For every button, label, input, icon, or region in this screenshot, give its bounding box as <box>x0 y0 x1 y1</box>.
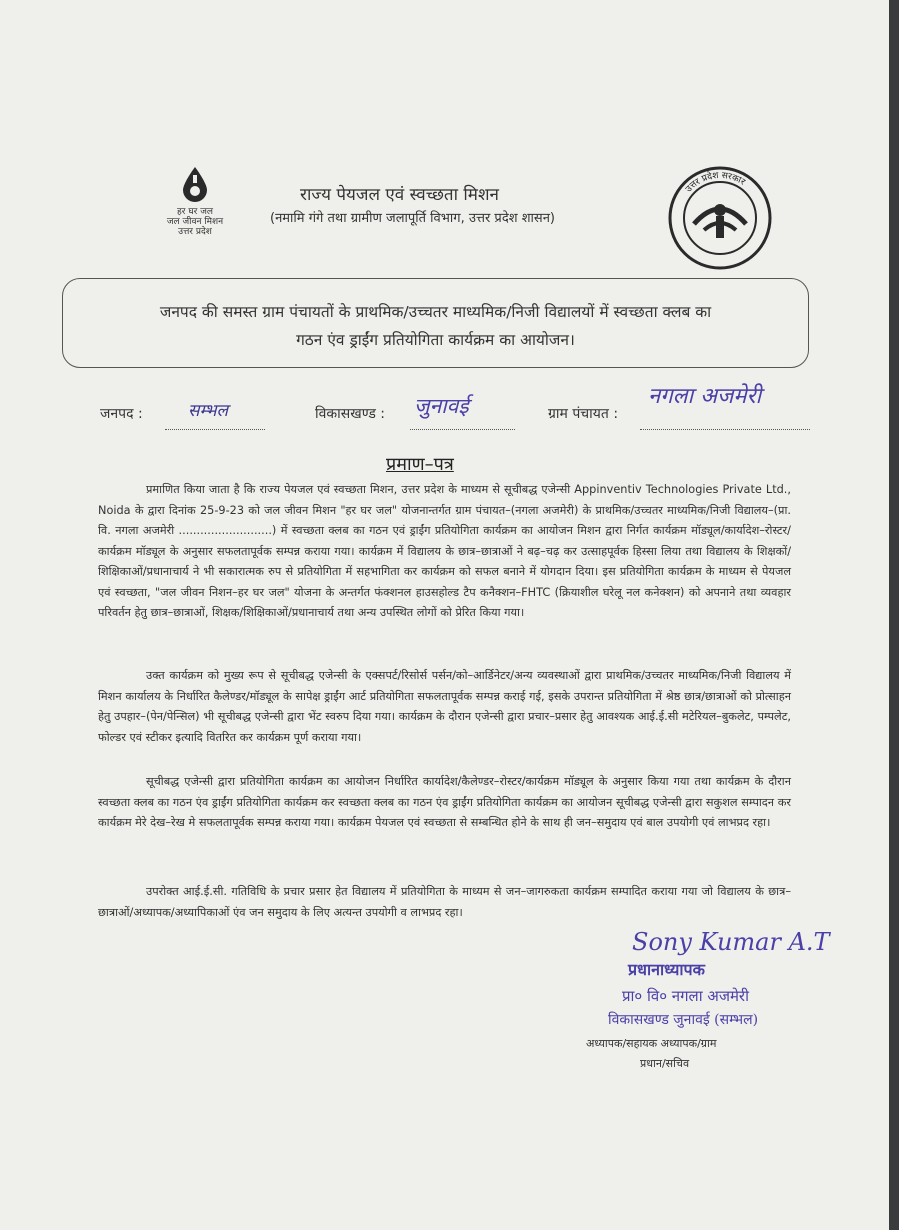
gram-panchayat-value: नगला अजमेरी <box>648 384 762 409</box>
vikaskhand-value: जुनावई <box>414 394 469 418</box>
banner-box <box>62 278 809 368</box>
mission-title: राज्य पेयजल एवं स्वच्छता मिशन <box>300 185 499 205</box>
vikaskhand-label: विकासखण्ड : <box>315 406 386 422</box>
mission-subtitle: (नमामि गंगे तथा ग्रामीण जलापूर्ति विभाग, उत्तर प्रदेश शासन) <box>270 211 555 226</box>
gram-panchayat-underline <box>640 429 810 430</box>
stamp-line-1: प्रधानाध्यापक <box>628 960 705 979</box>
stamp-line-2: प्रा० वि० नगला अजमेरी <box>622 987 749 1005</box>
stamp-line-3: विकासखण्ड जुनावई (सम्भल) <box>608 1012 759 1028</box>
paragraph-3: सूचीबद्ध एजेन्सी द्वारा प्रतियोगिता कार्यक्रम का आयोजन निर्धारित कार्यादेश/कैलेण्डर–रोस्टर/कार्यक्रम मॉड्यूल के अनुसार किया गया तथा कार्यक्रम के दौरान स्वच्छता क्लब का गठन एंव ड्राईंग प्रतियोगिता कार्यक्रम कर स्वच्छता क्लब का गठन एंव ड्राईंग प्रतियोगिता कार्यक्रम का आयोजन सूचीबद्ध एजेन्सी द्वारा सकुशल सम्पादन कर कार्यक्रम मेरे देख–रेख मे सफलतापूर्वक सम्पन्न कराया गया। कार्यक्रम पेयजल एवं स्वच्छता से सम्बन्धित होने के साथ ही जन–समुदाय एवं बाल उपयोगी एवं लाभप्रद रहा। <box>98 775 791 829</box>
banner-line-1: जनपद की समस्त ग्राम पंचायतों के प्राथमिक/उच्चतर माध्यमिक/निजी विद्यालयों में स्वच्छता क्लब का <box>159 303 712 321</box>
vikaskhand-underline <box>410 429 515 430</box>
certificate-title: प्रमाण–पत्र <box>386 454 454 475</box>
background-edge <box>889 0 899 1230</box>
seal-text: उत्तर प्रदेश सरकार <box>684 170 747 195</box>
up-government-seal <box>666 164 774 272</box>
designation-line-1: अध्यापक/सहायक अध्यापक/ग्राम <box>586 1037 717 1050</box>
gram-panchayat-label: ग्राम पंचायत : <box>548 406 619 422</box>
janpad-underline <box>165 429 265 430</box>
janpad-value: सम्भल <box>188 401 229 421</box>
paragraph-4: उपरोक्त आई.ई.सी. गतिविधि के प्रचार प्रसार हेत विद्यालय में प्रतियोगिता के माध्यम से जन–जागरुकता कार्यक्रम सम्पादित कराया गया जो विद्यालय के छात्र–छात्राओं/अध्यापक/अध्यापिकाओं एंव जन समुदाय के लिए अत्यन्त उपयोगी व लाभप्रद रहा। <box>98 885 791 919</box>
har-ghar-jal-logo <box>155 165 235 237</box>
logo-text: हर घर जल जल जीवन मिशन उत्तर प्रदेश <box>166 207 224 237</box>
paragraph-2: उक्त कार्यक्रम को मुख्य रूप से सूचीबद्ध एजेन्सी के एक्सपर्ट/रिसोर्स पर्सन/को–आर्डिनेटर/अन्य व्यवस्थाओं द्वारा प्राथमिक/उच्चतर माध्यमिक/निजी विद्यालय में मिशन कार्यालय के निर्धारित कैलेण्डर/मॉड्यूल के सापेक्ष ड्राईंग आर्ट प्रतियोगिता सफलतापूर्वक सम्पन्न कराई गई, इसके उपरान्त प्रतियोगिता में श्रेष्ठ छात्र/छात्राओं को प्रोत्साहन हेतु उपहार–(पेन/पेन्सिल) भी सूचीबद्ध एजेन्सी द्वारा भेंट स्वरुप दिया गया। कार्यक्रम के दौरान एजेन्सी द्वारा प्रचार–प्रसार हेतु आवश्यक आई.ई.सी मटेरियल–बुकलेट, पम्पलेट, फोल्डर एवं स्टीकर इत्यादि वितरित कर कार्यक्रम पूर्ण कराया गया। <box>98 669 791 744</box>
janpad-label: जनपद : <box>100 406 143 422</box>
water-drop-icon <box>180 165 210 203</box>
designation-line-2: प्रधान/सचिव <box>640 1057 690 1070</box>
handwritten-signature: Sony Kumar A.T <box>632 928 830 956</box>
banner-line-2: गठन एंव ड्राईंग प्रतियोगिता कार्यक्रम का आयोजन। <box>296 331 575 349</box>
paragraph-1: प्रमाणित किया जाता है कि राज्य पेयजल एवं स्वच्छता मिशन, उत्तर प्रदेश के माध्यम से सूचीबद्ध एजेन्सी Appinventiv Technologies Private Ltd., Noida के द्वारा दिनांक 25-9-23 को जल जीवन मिशन "हर घर जल" योजनान्तर्गत ग्राम पंचायत–(नगला अजमेरी) के प्राथमिक/उच्चतर माध्यमिक/निजी विद्यालय–(प्रा. वि. नगला अजमेरी ..........................) में स्वच्छता क्लब का गठन एवं ड्राईंग प्रतियोगिता कार्यक्रम का आयोजन मिशन द्वारा निर्गत कार्यक्रम मॉड्यूल/कार्यादेश–रोस्टर/कार्यक्रम मॉड्यूल के अनुसार सफलतापूर्वक सम्पन्न कराया गया। कार्यक्रम में विद्यालय के छात्र–छात्राओं ने बढ़–चढ़ कर उत्साहपूर्वक हिस्सा लिया तथा विद्यालय के शिक्षकों/शिक्षिकाओं/प्रधानाचार्य ने भी सकारात्मक रुप से प्रतियोगिता में सहभागिता कर कार्यक्रम को सफल बनाने में योगदान दिया। इस प्रतियोगिता कार्यक्रम के माध्यम से पेयजल एवं स्वच्छता, "जल जीवन निशन–हर घर जल" योजना के अन्तर्गत फंक्शनल हाउसहोल्ड टैप कनैक्शन–FHTC (क्रियाशील घरेलू नल कनेक्शन) को अपनाने तथा व्यवहार परिवर्तन हेतु छात्र–छात्राओं, शिक्षक/शिक्षिकाओं/प्रधानाचार्य तथा अन्य उपस्थित लोगों को प्रेरित किया गया। <box>98 483 792 619</box>
